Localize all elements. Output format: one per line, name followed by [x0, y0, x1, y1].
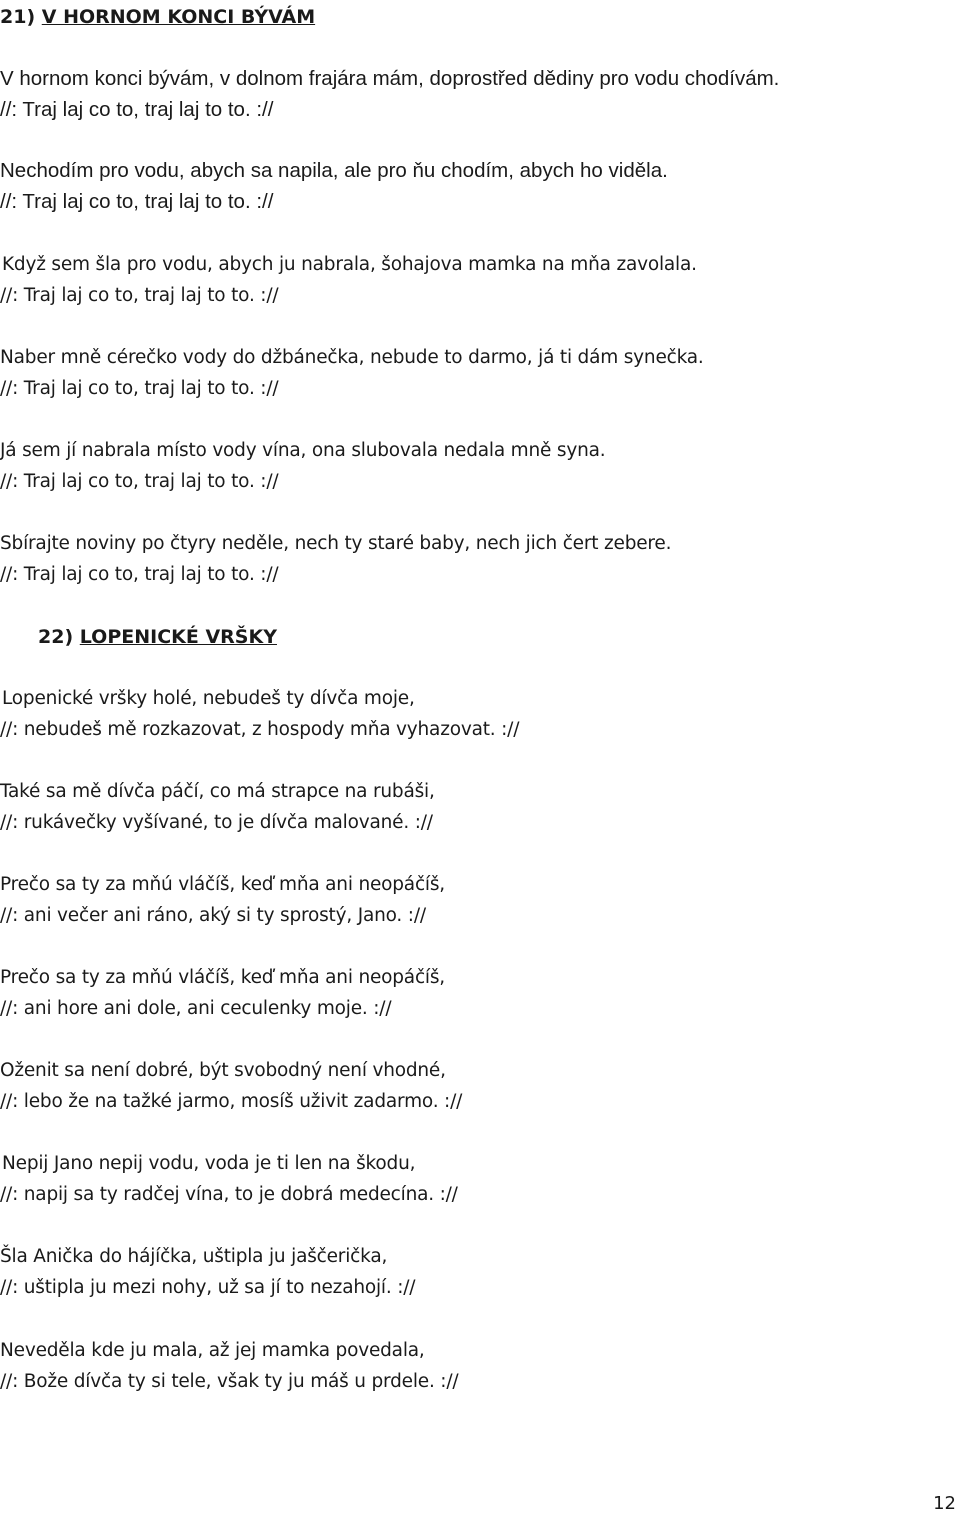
verse-line: Prečo sa ty za mňú vláčíš, keď mňa ani neopáčíš, [0, 967, 445, 988]
verse-line: Oženit sa není dobré, být svobodný není vhodné, [0, 1060, 446, 1081]
refrain-line: //: lebo že na tažké jarmo, mosíš uživit zadarmo. :// [0, 1091, 463, 1112]
verse-line: Já sem jí nabrala místo vody vína, ona slubovala nedala mně syna. [0, 440, 606, 461]
verse-line: Nechodím pro vodu, abych sa napila, ale pro ňu chodím, abych ho viděla. [0, 159, 668, 182]
refrain-line: //: Traj laj co to, traj laj to to. :// [0, 378, 279, 399]
refrain-line: //: Traj laj co to, traj laj to to. :// [0, 564, 279, 585]
verse-line: Sbírajte noviny po čtyry neděle, nech ty staré baby, nech jich čert zebere. [0, 533, 672, 554]
refrain-line: //: nebudeš mě rozkazovat, z hospody mňa vyhazovat. :// [0, 719, 520, 740]
verse-line: Také sa mě dívča páčí, co má strapce na rubáši, [0, 781, 435, 802]
song-title: V HORNOM KONCI BÝVÁM [41, 6, 316, 28]
refrain-line: //: uštipla ju mezi nohy, už sa jí to nezahojí. :// [0, 1277, 416, 1298]
verse-line: Šla Anička do hájíčka, uštipla ju jaščerička, [0, 1246, 388, 1267]
verse-line: Prečo sa ty za mňú vláčíš, keď mňa ani neopáčíš, [0, 874, 445, 895]
page-number: 12 [933, 1493, 956, 1514]
refrain-line: //: Traj laj co to, traj laj to to. :// [0, 285, 279, 306]
verse-line: Neveděla kde ju mala, až jej mamka povedala, [0, 1340, 425, 1361]
refrain-line: //: ani večer ani ráno, aký si ty sprostý, Jano. :// [0, 905, 426, 926]
song-heading [38, 624, 277, 650]
refrain-line: //: Traj laj co to, traj laj to to. :// [0, 190, 274, 213]
verse-line: Nepij Jano nepij vodu, voda je ti len na škodu, [2, 1153, 416, 1174]
verse-line: Naber mně cérečko vody do džbánečka, nebude to darmo, já ti dám synečka. [0, 347, 704, 368]
song-heading [0, 4, 315, 30]
refrain-line: //: ani hore ani dole, ani ceculenky moje. :// [0, 998, 392, 1019]
song-title: LOPENICKÉ VRŠKY [79, 626, 277, 648]
refrain-line: //: napij sa ty radčej vína, to je dobrá medecína. :// [0, 1184, 458, 1205]
verse-line: Lopenické vršky holé, nebudeš ty dívča moje, [2, 688, 415, 709]
refrain-line: //: Traj laj co to, traj laj to to. :// [0, 471, 279, 492]
verse-line: V hornom konci bývám, v dolnom frajára mám, doprostřed dědiny pro vodu chodívám. [0, 67, 780, 90]
refrain-line: //: rukávečky vyšívané, to je dívča malované. :// [0, 812, 433, 833]
verse-line: Když sem šla pro vodu, abych ju nabrala, šohajova mamka na mňa zavolala. [2, 254, 697, 275]
refrain-line: //: Traj laj co to, traj laj to to. :// [0, 98, 274, 121]
song-number: 22) [38, 626, 74, 648]
song-number: 21) [0, 6, 36, 28]
refrain-line: //: Bože dívča ty si tele, však ty ju máš u prdele. :// [0, 1371, 459, 1392]
